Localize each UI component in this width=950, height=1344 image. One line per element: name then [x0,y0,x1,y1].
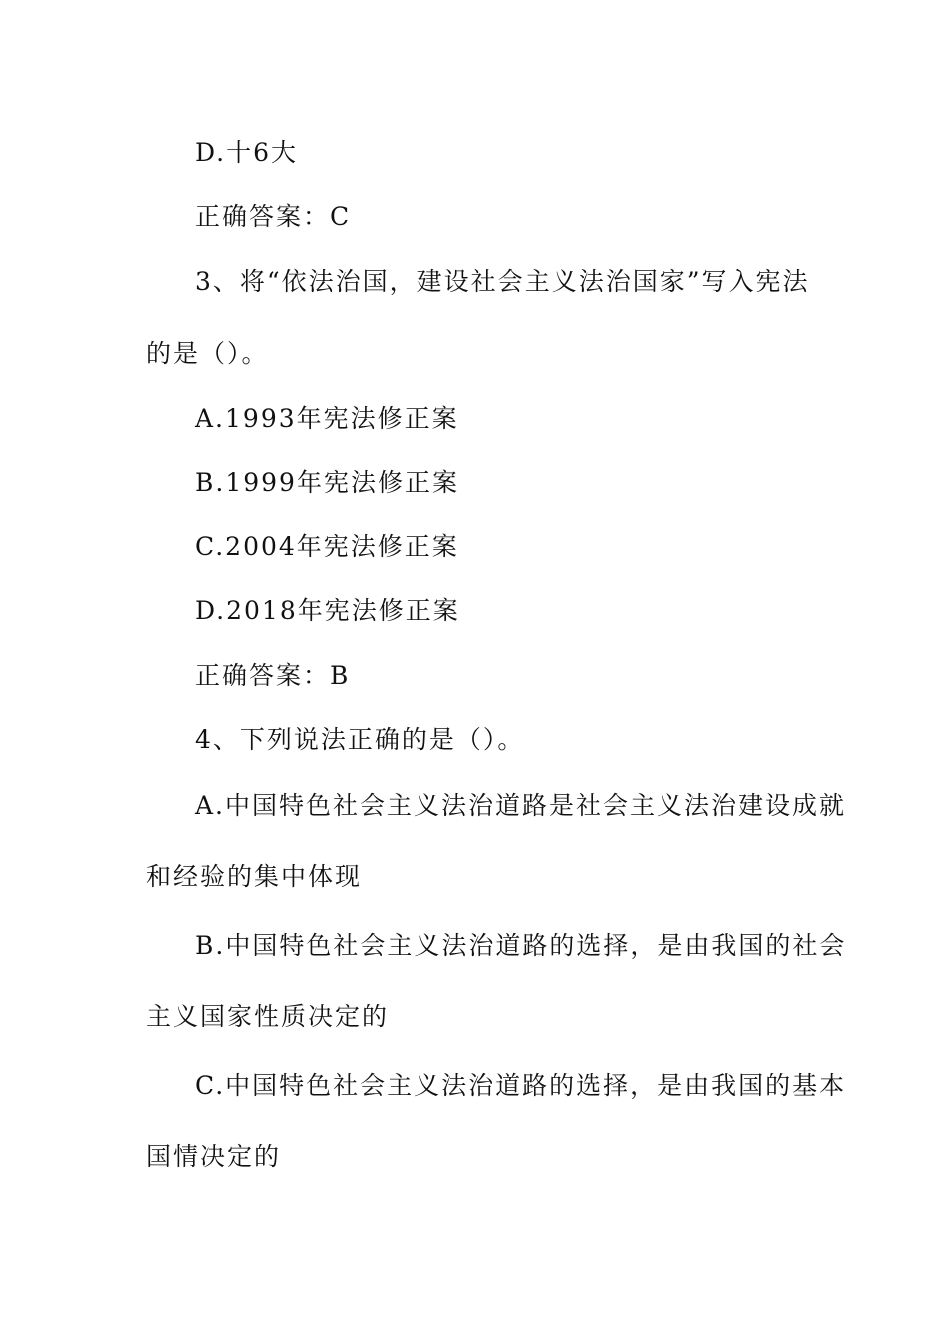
q3-option-d: D.2018年宪法修正案 [195,596,460,625]
q4-option-c-line2: 国情决定的 [146,1142,282,1171]
q3-option-b: B.1999年宪法修正案 [195,468,459,497]
q4-option-c-line1: C.中国特色社会主义法治道路的选择，是由我国的基本 [195,1071,847,1100]
q4-option-a-line1: A.中国特色社会主义法治道路是社会主义法治建设成就 [195,791,847,820]
q3-stem-line2: 的是（）。 [146,339,269,368]
q4-option-b-line2: 主义国家性质决定的 [146,1002,390,1031]
q3-option-a: A.1993年宪法修正案 [195,404,459,433]
q4-option-a-line2: 和经验的集中体现 [146,862,363,891]
q3-stem-line1: 3、将“依法治国，建设社会主义法治国家”写入宪法 [195,267,810,296]
q2-option-d: D.十6大 [195,138,299,167]
q3-option-c: C.2004年宪法修正案 [195,532,459,561]
q2-answer: 正确答案：C [195,202,352,231]
q4-stem: 4、下列说法正确的是（）。 [195,725,525,754]
q4-option-b-line1: B.中国特色社会主义法治道路的选择，是由我国的社会 [195,931,847,960]
q3-answer: 正确答案：B [195,661,351,690]
